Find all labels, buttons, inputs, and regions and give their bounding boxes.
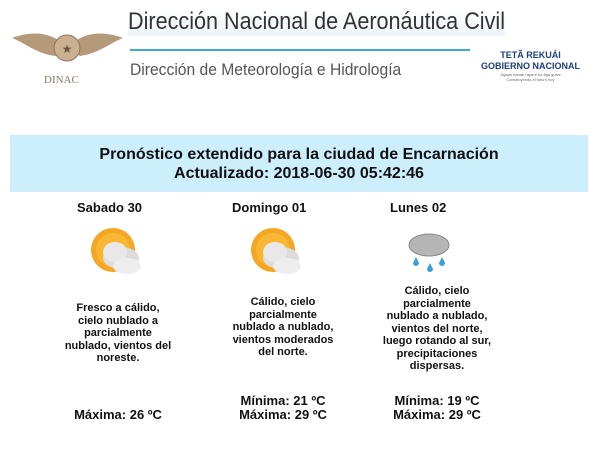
day-name: Lunes 02 [390,200,447,215]
gov-logo-line2: GOBIERNO NACIONAL [481,61,580,71]
min-temperature: Mínima: 19 ºC [394,393,480,408]
header-divider [130,49,470,51]
updated-timestamp: Actualizado: 2018-06-30 05:42:46 [174,165,424,182]
forecast-banner [10,135,588,192]
rain-cloud-moon-icon [402,225,462,280]
gov-logo-line1: TETÃ REKUÁI [500,50,561,60]
max-temperature: Máxima: 29 ºC [239,407,327,422]
day-name: Sabado 30 [77,200,143,215]
dinac-logo-icon [10,18,125,78]
header-subtitle: Dirección de Meteorología e Hidrología [130,60,402,79]
day-description: Fresco a cálido, cielo nublado a parcialmente nublado, vientos del noreste. [64,302,172,364]
gov-logo-line3: Jajapo hande rapere ko ãga guive [500,72,561,77]
gov-logo-line4: Construyendo el futuro hoy [506,77,555,82]
day-description: Cálido, cielo parcialmente nublado a nublado, vientos moderados del norte. [232,296,334,358]
day-description: Cálido, cielo parcialmente nublado a nublado, vientos del norte, luego rotando al sur, precipitaciones dispersas. [382,285,492,372]
day-name: Domingo 01 [232,200,307,215]
partly-cloudy-sun-icon [245,222,307,284]
svg-text:★: ★ [61,42,73,56]
max-temperature: Máxima: 26 ºC [74,407,162,422]
forecast-title: Pronóstico extendido para la ciudad de Encarnación [99,146,499,163]
header-title: Dirección Nacional de Aeronáutica Civil [128,8,505,35]
dinac-logo-text: DINAC [44,74,79,86]
partly-cloudy-sun-icon [85,222,147,284]
max-temperature: Máxima: 29 ºC [393,407,481,422]
min-temperature: Mínima: 21 ºC [240,393,326,408]
gobierno-nacional-logo [478,50,583,82]
